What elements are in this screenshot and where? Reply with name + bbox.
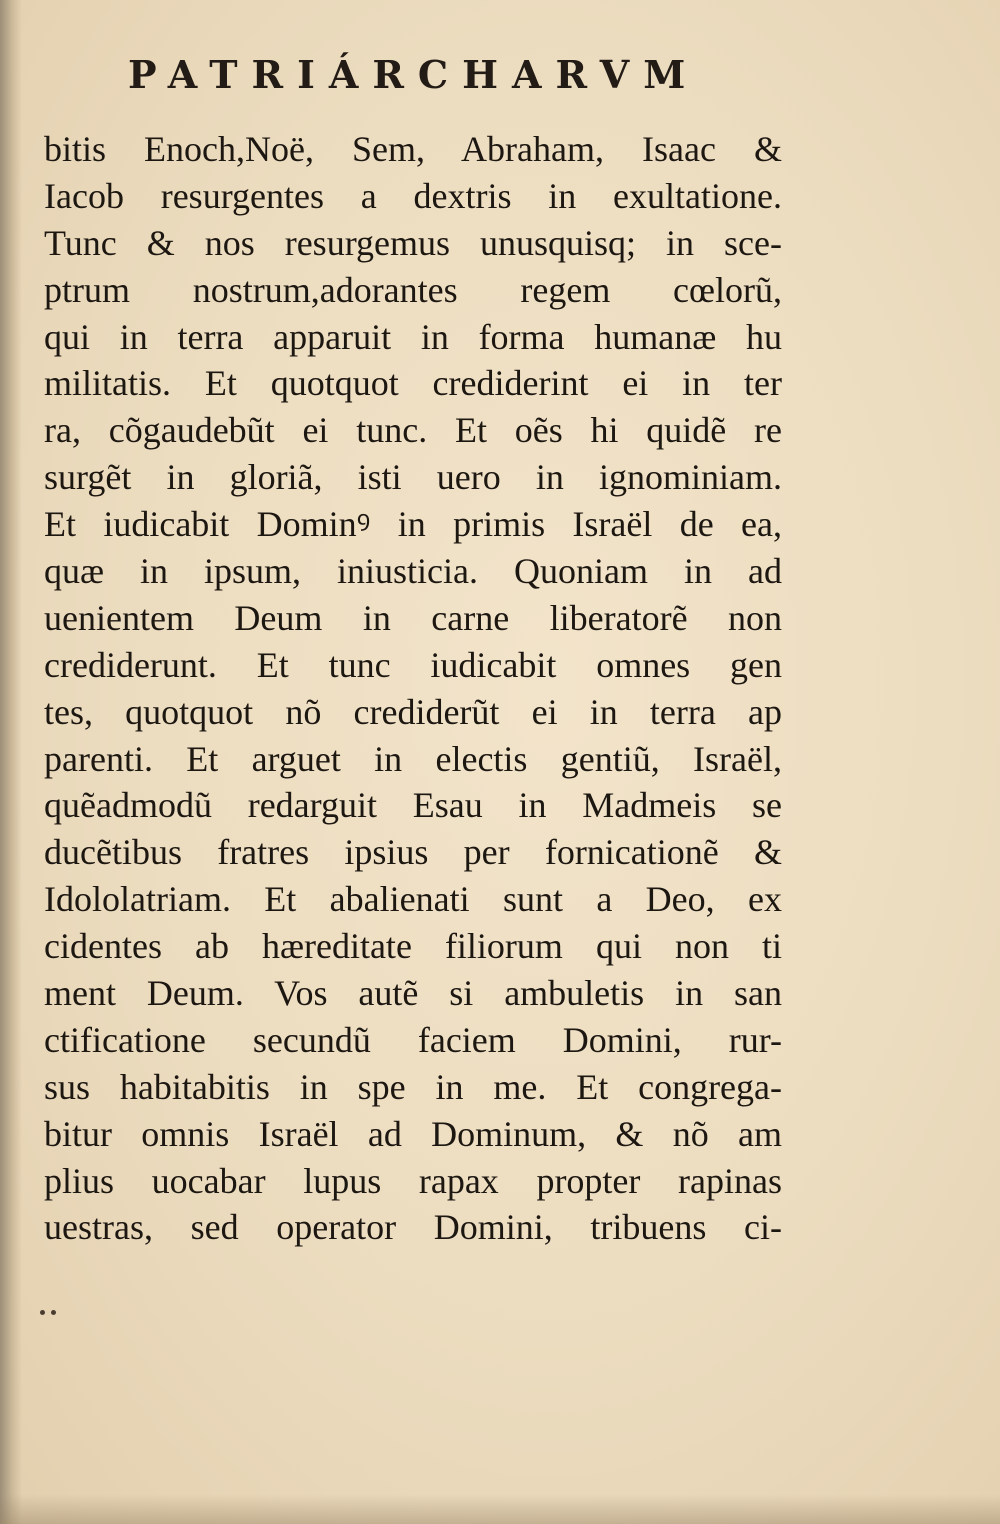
text-line: cidentes ab hæreditate filiorum qui non ti [44,926,782,967]
text-line: uestras, sed operator Domini, tribuens ci- [44,1207,782,1248]
bottom-shadow [0,1494,1000,1524]
text-line: plius uocabar lupus rapax propter rapinas [44,1160,782,1201]
text-line: crediderunt. Et tunc iudicabit omnes gen [44,644,782,685]
text-line: militatis. Et quotquot crediderint ei in ter [44,363,782,404]
text-line: Idololatriam. Et abalienati sunt a Deo, ex [44,879,782,920]
text-line: quæ in ipsum, iniusticia. Quoniam in ad [44,551,782,592]
text-line: ctificatione secundũ faciem Domini, rur- [44,1019,782,1060]
text-line: sus habitabitis in spe in me. Et congrega- [44,1066,782,1107]
gutter-shadow [0,0,22,1524]
body-text [44,126,782,1251]
text-line: ducẽtibus fratres ipsius per fornicationẽ & [44,832,782,873]
ink-marks [40,1302,80,1332]
text-line: Et iudicabit Dominꝰ in primis Israël de ea, [44,504,782,545]
text-line: tes, quotquot nõ crediderũt ei in terra ap [44,691,782,732]
text-line: parenti. Et arguet in electis gentiũ, Israël, [44,738,782,779]
running-head: PATRIÁRCHARVM [128,52,700,97]
text-line: ment Deum. Vos autẽ si ambuletis in san [44,973,782,1014]
text-line: ra, cõgaudebũt ei tunc. Et oẽs hi quidẽ re [44,410,782,451]
text-line: bitis Enoch,Noë, Sem, Abraham, Isaac & [44,129,782,169]
text-line: bitur omnis Israël ad Dominum, & nõ am [44,1113,782,1154]
text-line: surgẽt in gloriã, isti uero in ignominiam. [44,457,782,498]
text-line: ptrum nostrum,adorantes regem cœlorũ, [44,269,782,310]
text-line: qui in terra apparuit in forma humanæ hu [44,316,782,357]
text-line: Iacob resurgentes a dextris in exultatione. [44,175,782,216]
text-line: quẽadmodũ redarguit Esau in Madmeis se [44,785,782,826]
text-line: uenientem Deum in carne liberatorẽ non [44,597,782,638]
text-line: Tunc & nos resurgemus unusquisq; in sce- [44,222,782,263]
